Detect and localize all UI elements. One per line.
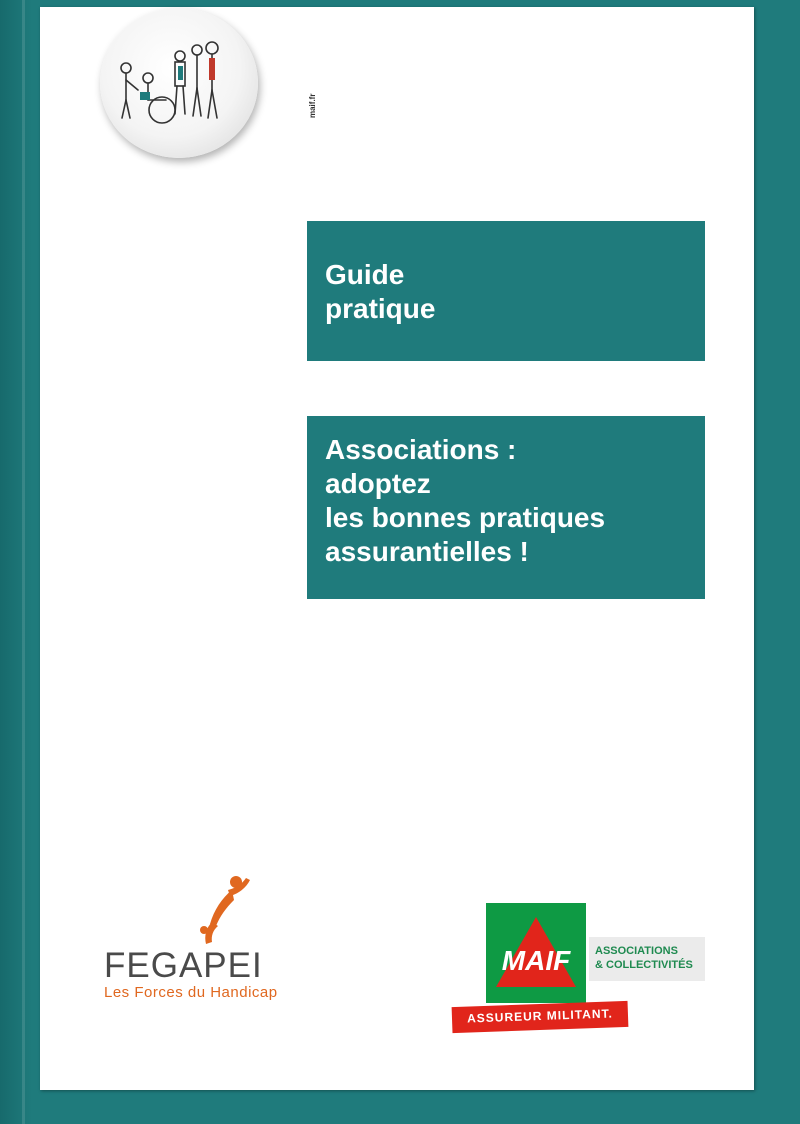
fegapei-tagline: Les Forces du Handicap xyxy=(104,984,278,1001)
jumping-person-icon xyxy=(196,872,252,946)
cover-spine xyxy=(22,0,25,1124)
subtitle-line-4: assurantielles ! xyxy=(325,536,529,567)
subtitle-line-1: Associations : xyxy=(325,434,517,465)
maif-division-label xyxy=(589,937,705,981)
people-group-icon xyxy=(100,8,258,158)
title-box xyxy=(307,221,705,361)
maif-name: MAIF xyxy=(501,945,571,976)
subtitle-line-2: adoptez xyxy=(325,468,431,499)
title-line-1: Guide xyxy=(325,259,405,290)
maif-side-line-1: ASSOCIATIONS xyxy=(595,945,678,957)
subtitle-box xyxy=(307,416,705,599)
maif-side-line-2: & COLLECTIVITÉS xyxy=(595,959,693,971)
fegapei-name: FEGAPEI xyxy=(104,946,263,985)
people-group-badge xyxy=(100,8,317,158)
subtitle-line-3: les bonnes pratiques xyxy=(325,502,606,533)
maif-logo xyxy=(486,903,586,1003)
maif-slogan: ASSUREUR MILITANT. xyxy=(466,1006,614,1026)
badge-url-label: maif.fr xyxy=(308,93,317,118)
title-line-2: pratique xyxy=(325,293,436,324)
